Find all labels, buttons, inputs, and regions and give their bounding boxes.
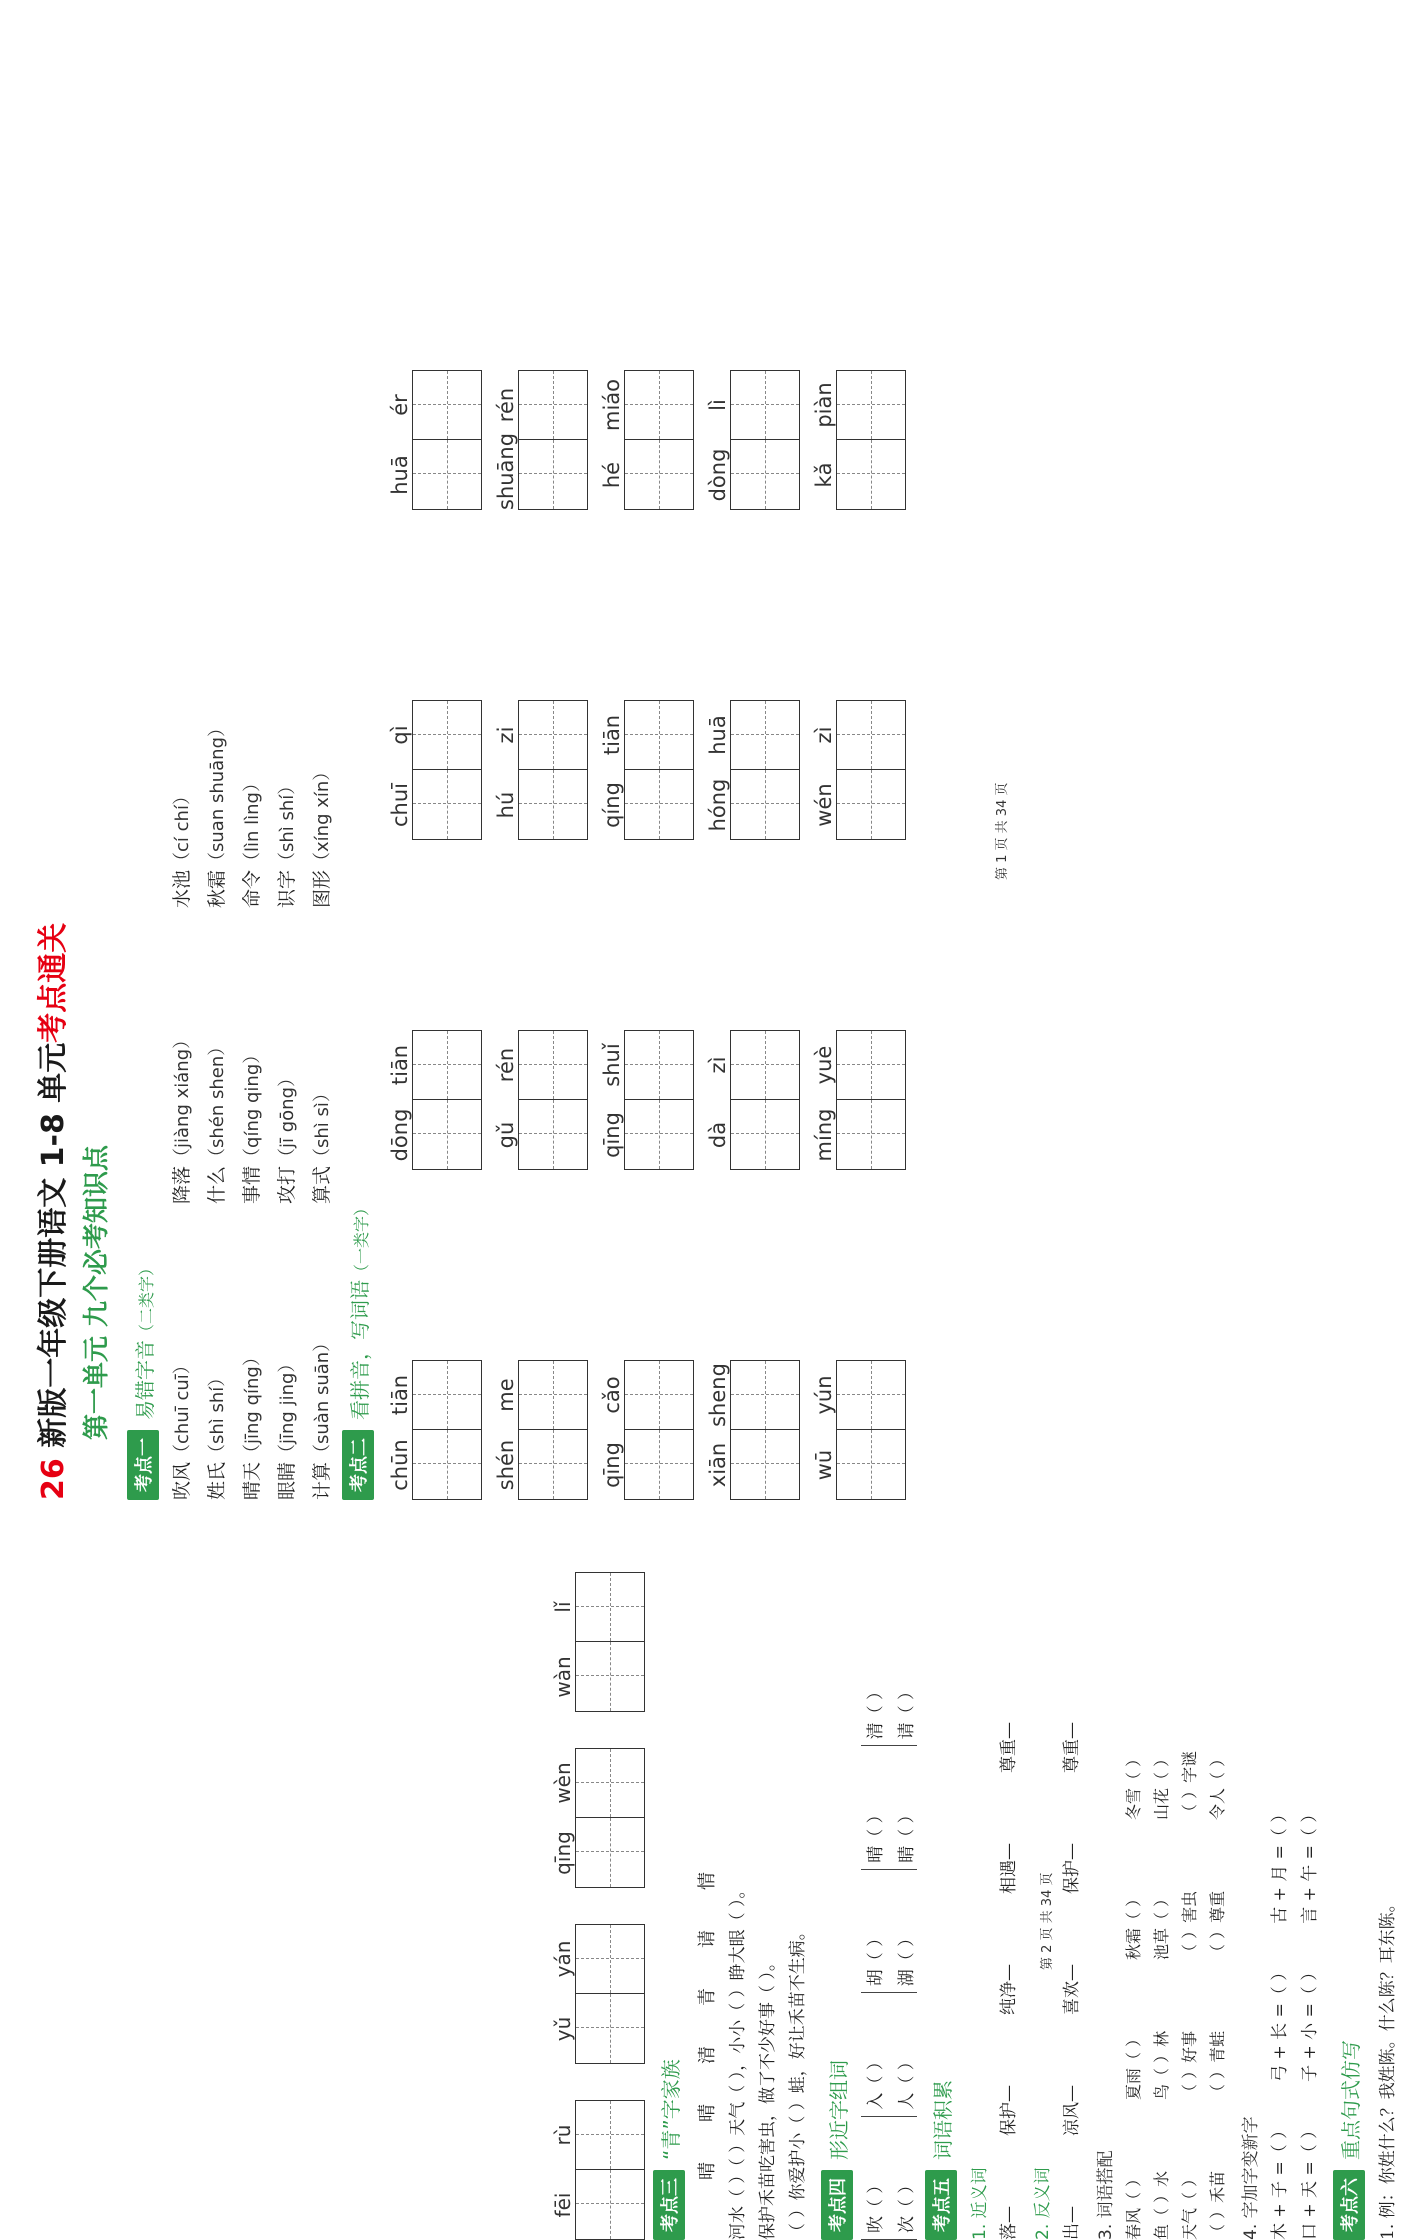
char-pronunciation-item (307, 608, 334, 908)
qing-char: 情 (697, 1872, 718, 1890)
char-options: （lìn lìng） (242, 774, 263, 870)
char-options: （shì shí） (207, 1368, 228, 1462)
pinyin-label (551, 2100, 575, 2240)
pinyin-syllable: ér (388, 394, 412, 416)
title-main: 新版一年级下册语文 1-8 单元 (36, 1042, 71, 1448)
tianzige-box[interactable] (412, 1100, 482, 1170)
pinyin-syllable: xiān (706, 1442, 730, 1488)
page-2-footer: 第 2 页 共 34 页 (1040, 1872, 1055, 1970)
section-5-title: 词语积累 (930, 2080, 955, 2160)
tianzige-box[interactable] (412, 370, 482, 440)
char-word: 水池 (171, 869, 193, 908)
pinyin-syllable: wèn (551, 1762, 575, 1804)
pinyin-syllable: hé (600, 461, 624, 489)
char-pronunciation-item (167, 608, 194, 908)
section-3-badge: 考点三 (653, 2170, 685, 2240)
tianzige-boxes (412, 230, 482, 510)
char-word: 什么 (206, 1165, 228, 1204)
tianzige-box[interactable] (575, 2100, 645, 2170)
pinyin-syllable: miáo (600, 379, 624, 432)
qing-char: 请 (697, 1930, 718, 1948)
char-add-item: 子 + 小 =（ ） (1300, 1963, 1320, 2082)
qing-char: 清 (697, 2046, 718, 2064)
pair-item: 湖（ ） (897, 1929, 917, 1987)
collocation-row (1148, 760, 1176, 2240)
synonym-item: 尊重— (999, 1722, 1019, 1773)
pinyin-syllable: qì (388, 725, 412, 745)
pinyin-syllable: qíng (600, 782, 624, 828)
pinyin-syllable: qīng (600, 1112, 624, 1158)
section-2-title: 看拼音，写词语（一类字） (347, 1199, 372, 1420)
char-pair (861, 1806, 917, 1869)
section-6-badge: 考点六 (1333, 2170, 1365, 2240)
tianzige-box[interactable] (836, 440, 906, 510)
similar-char-pairs (861, 760, 917, 2240)
pinyin-label (488, 1220, 518, 1500)
tianzige-box[interactable] (575, 1572, 645, 1642)
qing-line: 保护禾苗吃害虫，做了不少好事（ ）。 (758, 1954, 778, 2240)
char-word: 算式 (311, 1165, 333, 1204)
tianzige-box[interactable] (575, 1642, 645, 1712)
char-options: （shén shen） (207, 1037, 228, 1166)
char-word: 攻打 (276, 1165, 298, 1204)
char-options: （suan shuāng） (207, 718, 228, 870)
char-pronunciation-item (272, 914, 299, 1204)
char-pronunciation-item (202, 914, 229, 1204)
char-options: （suàn suān） (312, 1333, 333, 1462)
section-4-badge: 考点四 (821, 2170, 853, 2240)
char-word: 计算 (311, 1461, 333, 1500)
char-pronunciation-item (272, 1210, 299, 1500)
pinyin-word-cell (545, 1748, 645, 1888)
unit-subtitle: 第一单元 九个必考知识点 (82, 1144, 112, 1440)
tianzige-box[interactable] (518, 440, 588, 510)
qing-char: 晴 (697, 2104, 718, 2122)
pinyin-syllable: huā (388, 455, 412, 495)
collocation-item: （ ）害虫 (1180, 1890, 1199, 1960)
tianzige-boxes (412, 560, 482, 840)
tianzige-boxes (412, 890, 482, 1170)
pinyin-syllable: wū (812, 1449, 836, 1481)
pair-item: 人（ ） (897, 2053, 917, 2110)
pinyin-syllable: zì (706, 1056, 730, 1074)
tianzige-box[interactable] (412, 700, 482, 770)
section-1-title: 易错字音（二类字） (132, 1259, 157, 1420)
collocation-item: 冬雪（ ） (1124, 1750, 1143, 1820)
pinyin-label (551, 1924, 575, 2064)
tianzige-boxes (575, 1748, 645, 1888)
pinyin-word-cell (488, 230, 588, 510)
pinyin-syllable: rù (551, 2124, 575, 2146)
char-add-item: 弓 + 长 =（ ） (1270, 1963, 1290, 2082)
collocation-item: 鱼（ ）水 (1152, 2170, 1171, 2240)
char-word: 命令 (241, 869, 263, 908)
tianzige-boxes (412, 1220, 482, 1500)
synonym-row (994, 760, 1024, 2240)
tianzige-boxes (730, 230, 800, 510)
char-pronunciation-item (307, 1210, 334, 1500)
pinyin-label (488, 230, 518, 510)
pinyin-syllable: kǎ (812, 462, 836, 488)
pair-item: 睛（ ） (897, 1806, 917, 1863)
pinyin-label (382, 1220, 412, 1500)
pinyin-label (551, 1748, 575, 1888)
tianzige-boxes (624, 230, 694, 510)
pinyin-label (551, 1572, 575, 1712)
pinyin-label (700, 230, 730, 510)
char-pronunciation-item (237, 1210, 264, 1500)
char-word: 识字 (276, 869, 298, 908)
pinyin-syllable: rén (494, 387, 518, 423)
tianzige-boxes (575, 2100, 645, 2240)
char-options: （jīng qíng） (242, 1348, 263, 1462)
title-highlight: 考点通关 (36, 922, 71, 1043)
section-1-head (127, 20, 159, 1500)
section-4-head (821, 760, 853, 2240)
pinyin-syllable: zi (494, 726, 518, 744)
synonym-heading: 1. 近义词 (970, 2167, 990, 2240)
section-6-title: 重点句式仿写 (1338, 2040, 1363, 2160)
qing-char: 青 (697, 1988, 718, 2006)
pinyin-syllable: huā (706, 715, 730, 755)
char-pronunciation-item (237, 608, 264, 908)
char-add-item: 口 + 天 =（ ） (1300, 2121, 1320, 2240)
qing-line: （ ）你爱护小（ ）蛙，好让禾苗不生病。 (788, 1923, 808, 2240)
pinyin-syllable: dōng (388, 1108, 412, 1162)
char-add-rows (1265, 760, 1325, 2240)
tianzige-box[interactable] (412, 440, 482, 510)
char-pair (861, 2177, 917, 2240)
pinyin-syllable: shén (494, 1439, 518, 1491)
pinyin-word-cell (382, 230, 482, 510)
char-word: 降落 (171, 1165, 193, 1204)
qing-line: 河水（ ）（ ）天气（ ），小小（ ）睁大眼（ ）。 (728, 1881, 748, 2240)
tianzige-box[interactable] (412, 770, 482, 840)
section-5-badge: 考点五 (925, 2170, 957, 2240)
pinyin-syllable: yǔ (551, 2016, 575, 2042)
char-add-row (1295, 760, 1325, 2240)
collocation-row (1176, 760, 1204, 2240)
pinyin-word-cell (806, 230, 906, 510)
top-writing-grid (545, 760, 645, 2240)
collocation-item: 春风（ ） (1124, 2170, 1143, 2240)
tianzige-box[interactable] (624, 370, 694, 440)
section-4-title: 形近字组词 (826, 2060, 851, 2160)
char-pair (861, 1930, 917, 1993)
section-6-head (1333, 760, 1365, 2240)
collocation-item: （ ）字谜 (1180, 1750, 1199, 1820)
tianzige-box[interactable] (624, 440, 694, 510)
collocation-item: （ ）尊重 (1208, 1890, 1227, 1960)
pinyin-label (382, 560, 412, 840)
section-1-badge: 考点一 (127, 1430, 159, 1500)
char-add-row (1265, 760, 1295, 2240)
tianzige-boxes (575, 1572, 645, 1712)
char-options: （shì shí） (277, 776, 298, 870)
pinyin-syllable: rén (494, 1047, 518, 1083)
char-options: （jī gōng） (277, 1068, 298, 1166)
section-5-head (925, 760, 957, 2240)
pinyin-syllable: piàn (812, 382, 836, 428)
antonym-heading: 2. 反义词 (1033, 2167, 1053, 2240)
collocation-item: 天气（ ） (1180, 2170, 1199, 2240)
pinyin-word-cell (545, 2100, 645, 2240)
pair-item: 请（ ） (897, 1682, 917, 1740)
char-word: 秋霜 (206, 869, 228, 908)
pinyin-syllable: yán (551, 1940, 575, 1978)
tianzige-boxes (518, 230, 588, 510)
pinyin-syllable: dà (706, 1121, 730, 1149)
char-add-item: 言 + 午 =（ ） (1300, 1805, 1320, 1924)
char-pronunciation-item (272, 608, 299, 908)
pinyin-label (488, 560, 518, 840)
antonym-item: 出— (1062, 2206, 1082, 2240)
char-options: （xíng xín） (312, 762, 333, 870)
pinyin-syllable: fēi (551, 2192, 575, 2218)
char-word: 事情 (241, 1165, 263, 1204)
char-pair (861, 2053, 917, 2116)
char-add-heading: 4. 字加字变新字 (1241, 2116, 1261, 2240)
tianzige-box[interactable] (836, 370, 906, 440)
char-word: 眼睛 (276, 1461, 298, 1500)
synonym-item: 落— (999, 2206, 1019, 2240)
pinyin-syllable: qīng (551, 1831, 575, 1875)
pinyin-syllable: hóng (706, 778, 730, 832)
pinyin-syllable: sheng (706, 1363, 730, 1427)
pinyin-word-cell (700, 230, 800, 510)
tianzige-box[interactable] (575, 1924, 645, 1994)
section-2-head (342, 20, 374, 1500)
char-options: （qíng qing） (242, 1045, 263, 1166)
pinyin-label (382, 890, 412, 1170)
tianzige-boxes (575, 1924, 645, 2064)
tianzige-box[interactable] (412, 1360, 482, 1430)
collocation-row (1120, 760, 1148, 2240)
pinyin-label (594, 230, 624, 510)
char-add-item: 木 + 子 =（ ） (1270, 2121, 1290, 2240)
pair-item: 胡（ ） (866, 1929, 886, 1987)
pair-item: 吹（ ） (866, 2176, 886, 2233)
pinyin-syllable: shuǐ (600, 1043, 624, 1087)
antonym-row (1057, 760, 1087, 2240)
char-pair (861, 1683, 917, 1746)
pair-item: 次（ ） (897, 2176, 917, 2233)
char-pronunciation-item (237, 914, 264, 1204)
tianzige-boxes (836, 230, 906, 510)
pinyin-syllable: wén (812, 783, 836, 827)
pinyin-syllable: chūn (388, 1439, 412, 1491)
char-word: 吹风 (171, 1461, 193, 1500)
pair-item: 清（ ） (866, 1682, 886, 1740)
char-pronunciation-item (202, 1210, 229, 1500)
char-options: （jīng jing） (277, 1354, 298, 1462)
collocation-item: 鸟（ ）林 (1152, 2030, 1171, 2100)
pinyin-syllable: yún (812, 1375, 836, 1415)
antonym-item: 凉风— (1062, 2085, 1082, 2136)
char-pronunciation-item (167, 914, 194, 1204)
collocation-row (1204, 760, 1232, 2240)
tianzige-box[interactable] (518, 370, 588, 440)
pinyin-syllable: gǔ (494, 1121, 518, 1149)
section-3-title: “青”字家族 (658, 2059, 683, 2160)
pinyin-syllable: yuè (812, 1045, 836, 1085)
char-pronunciation-item (307, 914, 334, 1204)
pinyin-syllable: tiān (388, 1044, 412, 1086)
synonym-item: 相遇— (999, 1843, 1019, 1894)
char-options: （shì sì） (312, 1084, 333, 1166)
antonym-item: 保护— (1062, 1843, 1082, 1894)
char-add-item: 古 + 月 =（ ） (1270, 1805, 1290, 1924)
pinyin-syllable: shuāng (494, 432, 518, 510)
qing-family-chars (693, 760, 719, 2180)
pinyin-syllable: wàn (551, 1656, 575, 1698)
pinyin-word-cell (594, 230, 694, 510)
title-number: 26 (36, 1458, 71, 1500)
pair-item: 入（ ） (866, 2053, 886, 2110)
char-pronunciation-item (202, 608, 229, 908)
qing-char: 晴 (697, 2162, 718, 2180)
antonym-item: 喜欢— (1062, 1964, 1082, 2015)
synonym-item: 保护— (999, 2085, 1019, 2136)
page-title (28, 20, 72, 1500)
char-pronunciation-list (167, 20, 334, 1500)
collocation-item: （ ）青蛙 (1208, 2030, 1227, 2100)
pinyin-syllable: míng (812, 1108, 836, 1162)
tianzige-box[interactable] (575, 2170, 645, 2240)
pinyin-word-cell (382, 560, 482, 840)
collocation-item: 秋霜（ ） (1124, 1890, 1143, 1960)
antonym-item: 尊重— (1062, 1722, 1082, 1773)
tianzige-box[interactable] (412, 1030, 482, 1100)
pinyin-syllable: tiān (388, 1374, 412, 1416)
page-1-footer: 第 1 页 共 34 页 (995, 782, 1010, 880)
pinyin-word-cell (545, 1572, 645, 1712)
char-options: （cí chí） (172, 787, 193, 870)
pinyin-syllable: lì (706, 399, 730, 411)
tianzige-box[interactable] (575, 1748, 645, 1818)
section-2-badge: 考点二 (342, 1430, 374, 1500)
collocation-item: 夏雨（ ） (1124, 2030, 1143, 2100)
collocation-heading: 3. 词语搭配 (1096, 2150, 1116, 2240)
example-sentence: 1. 例：你姓什么？我姓陈。什么陈？耳东陈。 (1378, 1895, 1398, 2240)
pinyin-syllable: dòng (706, 448, 730, 502)
pinyin-label (806, 230, 836, 510)
collocation-item: （ ）好事 (1180, 2030, 1199, 2100)
char-word: 姓氏 (206, 1461, 228, 1500)
char-pronunciation-item (167, 1210, 194, 1500)
collocation-item: （ ）禾苗 (1208, 2170, 1227, 2240)
tianzige-box[interactable] (575, 1818, 645, 1888)
pinyin-syllable: lǐ (551, 1601, 575, 1613)
pinyin-syllable: tiān (600, 714, 624, 756)
char-word: 晴天 (241, 1461, 263, 1500)
tianzige-box[interactable] (412, 1430, 482, 1500)
collocation-rows (1120, 760, 1232, 2240)
pinyin-word-cell (382, 1220, 482, 1500)
collocation-item: 令人（ ） (1208, 1750, 1227, 1820)
char-word: 图形 (311, 869, 333, 908)
synonym-item: 纯净— (999, 1964, 1019, 2015)
tianzige-box[interactable] (730, 370, 800, 440)
section-3-head (653, 760, 685, 2240)
char-options: （jiàng xiáng） (172, 1030, 193, 1166)
pinyin-syllable: chuī (388, 783, 412, 827)
collocation-item: 山花（ ） (1152, 1750, 1171, 1820)
pinyin-label (382, 230, 412, 510)
tianzige-box[interactable] (575, 1994, 645, 2064)
collocation-item: 池草（ ） (1152, 1890, 1171, 1960)
pinyin-syllable: hú (494, 791, 518, 819)
pinyin-syllable: me (494, 1378, 518, 1412)
pinyin-word-cell (545, 1924, 645, 2064)
pinyin-syllable: cǎo (600, 1376, 624, 1414)
tianzige-box[interactable] (730, 440, 800, 510)
pair-item: 晴（ ） (866, 1806, 886, 1863)
char-options: （chuī cuī） (172, 1356, 193, 1462)
pinyin-syllable: qīng (600, 1442, 624, 1488)
pinyin-syllable: zì (812, 726, 836, 744)
pinyin-word-cell (382, 890, 482, 1170)
page-two (545, 760, 1398, 2240)
pinyin-label (488, 890, 518, 1170)
